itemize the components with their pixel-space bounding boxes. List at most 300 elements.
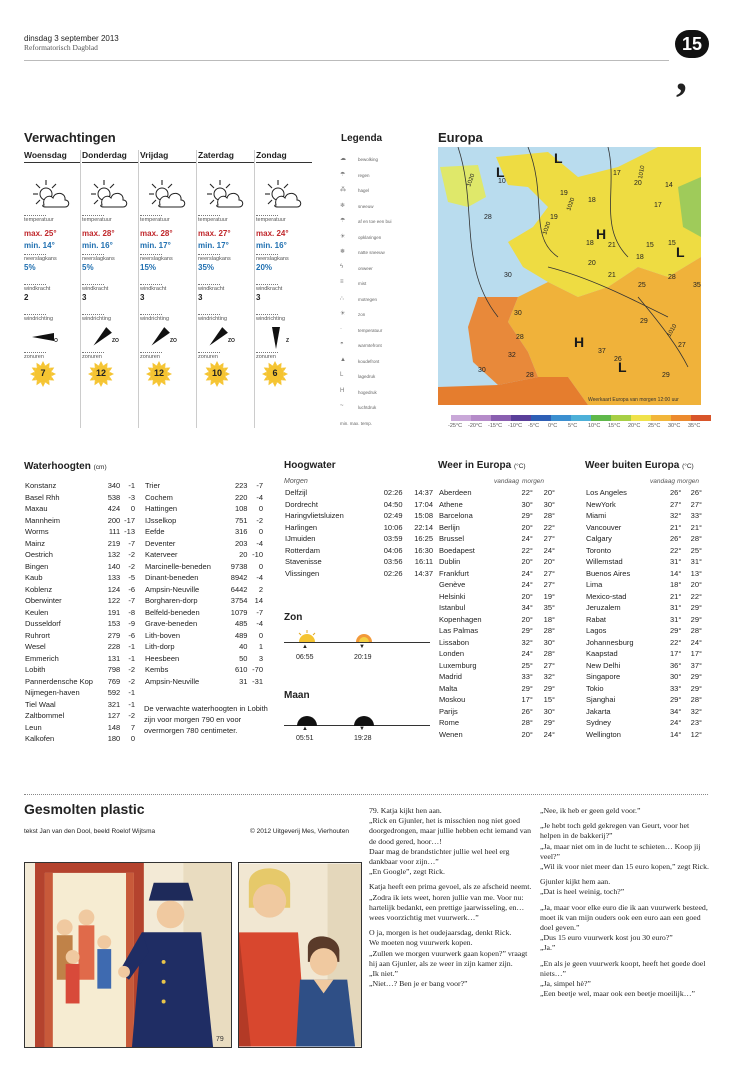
- sun-hours: 10: [211, 368, 222, 378]
- legend-icon: ϟ: [340, 263, 344, 270]
- table-cell: 14:37: [414, 488, 433, 498]
- table-cell: 20°: [521, 522, 533, 532]
- scale-label: 25°C: [648, 423, 661, 429]
- table-cell: -2: [128, 711, 135, 721]
- table-cell: 228: [107, 642, 121, 652]
- table-cell: 27°: [543, 568, 555, 578]
- forecast-day: [82, 150, 138, 422]
- table-cell: 21°: [690, 522, 702, 532]
- table-cell: 751: [234, 515, 248, 525]
- table-cell: 122: [107, 596, 121, 606]
- story-paragraph: „Je hebt toch geld gekregen van Geurt, voor het helpen in de bakkerij?” „Ja, maar niet om in de lucht te schieten… Koop jij veel?” „Wil ik voor niet meer dan 15 euro kopen,” zegt Rick.: [540, 821, 709, 872]
- story-column-2: [540, 806, 710, 1004]
- table-cell: 34°: [669, 706, 682, 716]
- legend-icon: H: [340, 387, 345, 394]
- table-cell: 28°: [690, 695, 702, 705]
- table-cell: 131: [107, 653, 121, 663]
- forecast-title: Verwachtingen: [24, 130, 116, 145]
- table-cell: 32°: [543, 672, 555, 682]
- table-row: [585, 510, 703, 522]
- map-temperature: 20: [588, 260, 596, 267]
- table-cell: -31: [252, 676, 263, 686]
- partly-cloudy-icon: [140, 163, 196, 215]
- table-row: [585, 648, 703, 660]
- min-temp: min. 17°: [140, 241, 171, 250]
- zon-horizon: [284, 642, 430, 643]
- table-cell: 34°: [521, 603, 533, 613]
- isobar-label: 1020: [542, 221, 553, 236]
- legend-minmax: min. max. temp.: [340, 420, 373, 426]
- table-cell: 24°: [521, 649, 533, 659]
- rain-chance: 5%: [82, 263, 94, 272]
- table-row: [24, 492, 136, 504]
- legend-icon: ·: [340, 325, 342, 332]
- wind-arrow-icon: [82, 322, 138, 352]
- table-cell: 180: [107, 734, 121, 744]
- wind-label: windkracht: [198, 286, 225, 292]
- hoogwater-title: Hoogwater: [284, 460, 336, 471]
- winddir-label: windrichting: [24, 316, 54, 322]
- legend-icon: L: [340, 372, 344, 378]
- table-cell: 14: [254, 596, 263, 606]
- table-row: [24, 607, 136, 619]
- table-cell: 40: [239, 642, 248, 652]
- table-cell: Wenen: [439, 729, 463, 739]
- table-row: [585, 706, 703, 718]
- table-cell: 29°: [521, 626, 533, 636]
- table-cell: Singapore: [586, 672, 621, 682]
- table-cell: Mannheim: [25, 515, 61, 525]
- table-cell: 0: [130, 504, 135, 514]
- table-cell: 24°: [543, 729, 555, 739]
- table-cell: 24°: [521, 534, 533, 544]
- table-cell: Koblenz: [25, 584, 53, 594]
- legend-icon: ≡: [340, 279, 344, 285]
- table-cell: -1: [128, 653, 135, 663]
- table-cell: 37°: [690, 660, 702, 670]
- table-row: [24, 733, 136, 745]
- waterhoogten-note: De verwachte waterhoogten in Lobith zijn voor morgen 790 en voor overmorgen 780 centimeter.: [144, 704, 268, 735]
- table-cell: 0: [258, 630, 263, 640]
- table-cell: -4: [256, 619, 263, 629]
- forecast-day: [256, 150, 312, 422]
- scale-label: 15°C: [608, 423, 621, 429]
- sun-hours-badge: [82, 360, 138, 386]
- wind-force: 3: [256, 293, 261, 302]
- sun-hours: 12: [153, 368, 164, 378]
- sun-hours-badge: [198, 360, 254, 386]
- table-row: [585, 499, 703, 511]
- down-arrow-icon: ▼: [359, 726, 365, 732]
- table-row: [438, 706, 556, 718]
- sun-hours: 6: [272, 368, 278, 378]
- legend-icon: ◓: [340, 341, 344, 347]
- rain-chance: 20%: [256, 263, 273, 272]
- table-row: [585, 545, 703, 557]
- max-temp: max. 28°: [140, 229, 173, 238]
- table-cell: 29°: [521, 683, 533, 693]
- temp-label: temperatuur: [24, 217, 54, 223]
- table-row: [438, 522, 556, 534]
- table-cell: -70: [252, 665, 263, 675]
- table-row: [438, 625, 556, 637]
- table-row: [24, 687, 136, 699]
- table-cell: Harlingen: [285, 522, 318, 532]
- table-cell: Cochem: [145, 492, 173, 502]
- hoogwater-sub: Morgen: [284, 478, 308, 485]
- scale-label: 20°C: [628, 423, 641, 429]
- story-paragraph: Katja heeft een prima gevoel, als ze afscheid neemt. „Zodra ik iets weet, horen jullie van me. Voor nu: hartelijk bedankt, een prettige jaarwisseling, en… wees voorzichtig met vuurwerk…”: [369, 882, 532, 923]
- table-row: [24, 630, 136, 642]
- scale-swatch: [471, 415, 491, 421]
- comic-panel-2: [238, 862, 362, 1048]
- table-cell: Madrid: [439, 672, 462, 682]
- table-cell: 02:49: [383, 511, 403, 521]
- rain-label: neerslagkans: [198, 256, 231, 262]
- winddir-label: windrichting: [198, 316, 228, 322]
- table-row: [24, 653, 136, 665]
- table-cell: 111: [108, 527, 121, 537]
- table-row: [585, 671, 703, 683]
- sun-label: zonuren: [24, 352, 46, 360]
- table-cell: Worms: [25, 527, 49, 537]
- table-cell: 29°: [690, 603, 702, 613]
- table-cell: 0: [258, 527, 263, 537]
- pressure-marker: L: [496, 164, 505, 180]
- table-cell: 18°: [669, 580, 682, 590]
- table-row: [284, 522, 434, 534]
- map-temperature: 18: [586, 240, 594, 247]
- table-cell: 14:37: [414, 568, 433, 578]
- table-cell: Sydney: [586, 718, 612, 728]
- table-cell: 20°: [521, 591, 533, 601]
- table-cell: 1079: [230, 607, 248, 617]
- table-cell: 316: [234, 527, 248, 537]
- table-row: [585, 556, 703, 568]
- table-cell: Lith-dorp: [145, 642, 175, 652]
- table-cell: 22:14: [414, 522, 433, 532]
- sun-hours: 12: [95, 368, 106, 378]
- table-row: [144, 607, 264, 619]
- table-cell: -17: [124, 515, 135, 525]
- table-row: [24, 641, 136, 653]
- table-row: [144, 595, 264, 607]
- legend-label: luchtdruk: [358, 405, 377, 410]
- table-cell: 04:50: [383, 499, 403, 509]
- table-cell: 27°: [543, 534, 555, 544]
- table-row: [438, 637, 556, 649]
- table-cell: -7: [256, 481, 263, 491]
- sunrise-time: 06:55: [296, 654, 314, 661]
- table-cell: -6: [128, 584, 135, 594]
- table-cell: Dinant-beneden: [145, 573, 199, 583]
- legend-label: warmtefront: [358, 343, 382, 348]
- table-cell: Toronto: [586, 545, 612, 555]
- table-cell: Willemstad: [586, 557, 623, 567]
- isobar-label: 1010: [638, 165, 647, 180]
- temp-label: temperatuur: [140, 217, 170, 223]
- weer-europa-table: [438, 487, 556, 740]
- up-arrow-icon: ▲: [302, 644, 308, 650]
- map-temperature: 18: [636, 254, 644, 261]
- map-temperature: 28: [526, 372, 534, 379]
- table-cell: 21°: [669, 591, 682, 601]
- moonset-icon: [353, 706, 375, 726]
- map-credit: Weerkaart Europa van morgen 12:00 uur: [588, 397, 679, 403]
- table-cell: 20°: [521, 729, 533, 739]
- table-row: [284, 545, 434, 557]
- table-row: [144, 676, 264, 688]
- wind-dir-text: ZO: [228, 338, 235, 344]
- table-cell: 31°: [669, 557, 682, 567]
- story-column-1: [369, 806, 537, 994]
- wind-force: 2: [24, 293, 29, 302]
- table-row: [438, 694, 556, 706]
- table-cell: 16:25: [414, 534, 433, 544]
- table-cell: 108: [234, 504, 248, 514]
- table-cell: Sjanghai: [586, 695, 616, 705]
- table-cell: 24°: [521, 580, 533, 590]
- table-row: [284, 556, 434, 568]
- comic-panel-1: [24, 862, 232, 1048]
- table-cell: Maxau: [25, 504, 48, 514]
- table-cell: -7: [128, 538, 135, 548]
- table-row: [585, 614, 703, 626]
- legend-label: motregen: [358, 296, 378, 302]
- table-row: [284, 533, 434, 545]
- map-temperature: 19: [550, 214, 558, 221]
- table-cell: 27°: [690, 499, 702, 509]
- table-cell: Nijmegen-haven: [25, 688, 80, 698]
- table-cell: 153: [107, 619, 121, 629]
- map-temperature: 15: [646, 242, 654, 249]
- table-cell: 29°: [669, 626, 682, 636]
- table-cell: -13: [124, 527, 135, 537]
- table-row: [585, 660, 703, 672]
- story-paragraph: O ja, morgen is het oudejaarsdag, denkt Rick. We moeten nog vuurwerk kopen. „Zullen we morgen vuurwerk gaan kopen?” vraagt hij aan Gjunler, als ze weer in zijn kamer zijn. „Ik niet.” „Niet…? Ben je er bang voor?”: [369, 928, 528, 989]
- map-temperature: 28: [516, 334, 524, 341]
- table-cell: Marcinelle-beneden: [145, 561, 211, 571]
- table-cell: 14°: [669, 568, 682, 578]
- table-cell: 340: [107, 481, 121, 491]
- pressure-marker: L: [618, 359, 627, 375]
- table-cell: 15:08: [414, 511, 433, 521]
- table-cell: 3: [258, 653, 263, 663]
- table-cell: Kalkofen: [25, 734, 55, 744]
- table-cell: Wellington: [586, 729, 621, 739]
- weer-buiten-title: Weer buiten Europa (°C): [585, 460, 694, 471]
- legend-label: hogedruk: [358, 389, 377, 395]
- legend-icon: ☂: [340, 171, 346, 178]
- header-rule: [24, 60, 669, 61]
- table-row: [24, 595, 136, 607]
- weer-europa-col-today: vandaag: [494, 478, 519, 485]
- table-cell: 29°: [690, 683, 702, 693]
- legend-icon: ❄: [340, 202, 346, 209]
- wind-arrow-icon: [256, 322, 312, 352]
- table-cell: 26°: [669, 488, 682, 498]
- map-temperature: 18: [588, 197, 596, 204]
- table-cell: 538: [107, 492, 121, 502]
- table-cell: 28°: [543, 649, 555, 659]
- table-cell: Buenos Aires: [586, 568, 631, 578]
- legend-label: temperatuur: [358, 327, 383, 333]
- wind-force: 3: [198, 293, 203, 302]
- map-temperature: 20: [634, 180, 642, 187]
- table-cell: 29°: [543, 683, 555, 693]
- table-cell: -3: [128, 492, 135, 502]
- table-row: [24, 664, 136, 676]
- moonset-time: 19:28: [354, 735, 372, 742]
- table-cell: 140: [107, 561, 121, 571]
- table-cell: Barcelona: [439, 511, 473, 521]
- table-row: [585, 625, 703, 637]
- sunset-icon: [354, 630, 374, 642]
- legend-label: koudefront: [358, 358, 380, 364]
- page-number: 15: [675, 30, 709, 58]
- table-row: [585, 602, 703, 614]
- wind-dir-text: O: [54, 338, 58, 344]
- table-cell: Istanbul: [439, 603, 466, 613]
- table-cell: 50: [239, 653, 248, 663]
- table-cell: 23°: [690, 718, 702, 728]
- table-row: [24, 526, 136, 538]
- table-row: [144, 664, 264, 676]
- pressure-marker: H: [574, 334, 585, 350]
- scale-label: 0°C: [548, 423, 558, 429]
- map-temperature: 30: [514, 310, 522, 317]
- table-cell: Ampsin-Neuville: [145, 676, 200, 686]
- legend-icon: ▲: [340, 356, 346, 363]
- table-row: [585, 487, 703, 499]
- max-temp: max. 25°: [24, 229, 57, 238]
- sun-label: zonuren: [256, 352, 278, 360]
- table-cell: 27°: [543, 660, 555, 670]
- table-row: [438, 499, 556, 511]
- winddir-label: windrichting: [82, 316, 112, 322]
- table-cell: Moskou: [439, 695, 466, 705]
- rain-chance: 15%: [140, 263, 157, 272]
- table-cell: 10:06: [383, 522, 403, 532]
- table-row: [585, 637, 703, 649]
- europe-title: Europa: [438, 130, 483, 145]
- legend-icon: ❅: [340, 249, 346, 255]
- table-cell: 133: [107, 573, 121, 583]
- sunset-time: 20:19: [354, 654, 372, 661]
- map-temperature: 37: [598, 348, 606, 355]
- map-temperature: 15: [668, 240, 676, 247]
- table-cell: 592: [107, 688, 121, 698]
- table-cell: Mexico-stad: [586, 591, 627, 601]
- table-row: [585, 591, 703, 603]
- table-row: [24, 676, 136, 688]
- table-cell: 31°: [690, 557, 702, 567]
- table-cell: 16:11: [414, 557, 433, 567]
- table-cell: 20°: [521, 557, 533, 567]
- table-cell: -4: [256, 573, 263, 583]
- comic-title: Gesmolten plastic: [24, 801, 145, 817]
- table-cell: 798: [107, 665, 121, 675]
- table-cell: 29°: [521, 511, 533, 521]
- table-cell: 31°: [669, 603, 682, 613]
- legend-label: onweer: [358, 265, 373, 271]
- map-temperature: 25: [638, 282, 646, 289]
- table-cell: Ampsin-Neuville: [145, 584, 200, 594]
- table-cell: -6: [128, 630, 135, 640]
- wind-dir-text: ZO: [112, 338, 119, 344]
- table-cell: 203: [234, 538, 248, 548]
- table-row: [24, 699, 136, 711]
- day-name: Vrijdag: [140, 150, 196, 163]
- table-cell: Londen: [439, 649, 465, 659]
- table-row: [144, 503, 264, 515]
- winddir-label: windrichting: [140, 316, 170, 322]
- temp-label: temperatuur: [198, 217, 228, 223]
- table-row: [438, 648, 556, 660]
- table-cell: Genève: [439, 580, 466, 590]
- column-divider: [254, 150, 255, 428]
- table-cell: 20°: [543, 488, 555, 498]
- table-row: [24, 549, 136, 561]
- legend-label: hagel: [358, 188, 370, 193]
- sun-label: zonuren: [82, 352, 104, 360]
- table-cell: Frankfurt: [439, 568, 470, 578]
- table-cell: NewYork: [586, 499, 616, 509]
- table-cell: Trier: [145, 481, 161, 491]
- table-cell: Malta: [439, 683, 458, 693]
- table-row: [24, 584, 136, 596]
- table-row: [438, 683, 556, 695]
- min-temp: min. 16°: [256, 241, 287, 250]
- waterhoogten-title: Waterhoogten (cm): [24, 461, 107, 472]
- table-row: [438, 533, 556, 545]
- table-row: [438, 602, 556, 614]
- wind-force: 3: [140, 293, 145, 302]
- table-cell: Jakarta: [586, 706, 611, 716]
- table-row: [24, 561, 136, 573]
- scale-label: -20°C: [468, 423, 483, 429]
- table-cell: Vlissingen: [285, 568, 320, 578]
- table-row: [144, 618, 264, 630]
- table-cell: Kembs: [145, 665, 169, 675]
- map-temperature: 30: [478, 367, 486, 374]
- table-cell: 148: [107, 722, 121, 732]
- table-row: [144, 515, 264, 527]
- table-cell: 279: [107, 630, 121, 640]
- map-temperature: 17: [654, 202, 662, 209]
- table-cell: 32°: [521, 637, 533, 647]
- map-temperature: 26: [614, 356, 622, 363]
- table-cell: Wesel: [25, 642, 46, 652]
- table-cell: 22°: [521, 545, 533, 555]
- table-row: [585, 694, 703, 706]
- table-cell: 20°: [543, 557, 555, 567]
- table-row: [144, 549, 264, 561]
- table-cell: 30°: [543, 706, 555, 716]
- legend-label: regen: [358, 172, 370, 178]
- header-date: dinsdag 3 september 2013: [24, 34, 119, 43]
- table-cell: 28°: [690, 626, 702, 636]
- wind-label: windkracht: [140, 286, 167, 292]
- winddir-label: windrichting: [256, 316, 286, 322]
- table-row: [24, 572, 136, 584]
- scale-swatch: [511, 415, 531, 421]
- table-row: [585, 533, 703, 545]
- map-temperature: 10: [498, 178, 506, 185]
- table-cell: Konstanz: [25, 481, 57, 491]
- comic-copyright: © 2012 Uitgeverij Mes, Vierhouten: [250, 828, 349, 835]
- isobar-label: 1020: [466, 173, 477, 188]
